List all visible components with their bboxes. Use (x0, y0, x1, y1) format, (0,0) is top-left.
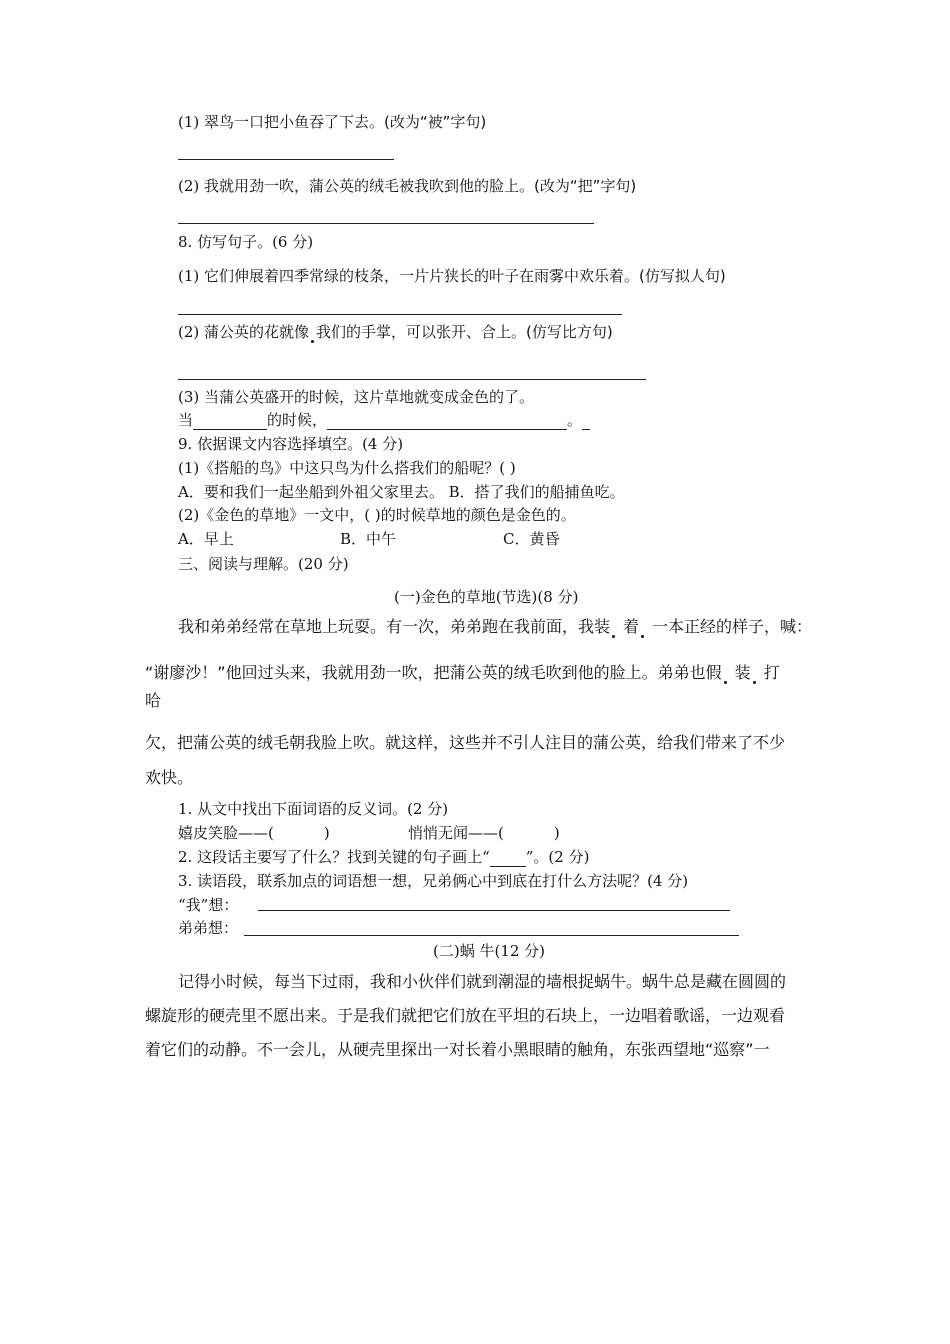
section3-title: 三、阅读与理解。(20 分) (178, 555, 349, 573)
q3-me-answer-line[interactable] (258, 910, 730, 911)
reading1-q1-b: 悄悄无闻——( ) (408, 824, 560, 842)
reading1-line2: “谢廖沙！”他回过头来，我就用劲一吹，把蒲公英的绒毛吹到他的脸上。弟弟也假 装 打 (145, 663, 780, 682)
reading1-q1: 1. 从文中找出下面词语的反义词。(2 分) (178, 800, 449, 818)
q9-option-b: B．中午 (340, 530, 397, 548)
q8-title: 8. 仿写句子。(6 分) (178, 233, 314, 251)
q9-item2: (2)《金色的草地》一文中，( )的时候草地的颜色是金色的。 (178, 506, 576, 524)
q8-item3-fill: 当 的时候， 。 (178, 410, 590, 430)
q8-blank-3 (582, 411, 590, 430)
q9-option-a: A．早上 (178, 530, 234, 548)
q8-answer-line-1[interactable] (178, 314, 622, 315)
q8-answer-line-2[interactable] (178, 379, 646, 380)
q3-brother-answer-line[interactable] (244, 935, 739, 936)
reading1-q1-a: 嬉皮笑脸——( ) (178, 824, 330, 842)
reading1-q2: 2. 这段话主要写了什么？找到关键的句子画上“ ”。(2 分) (178, 848, 590, 866)
q8-item3: (3) 当蒲公英盛开的时候，这片草地就变成金色的了。 (178, 388, 535, 406)
emphasis-dot (612, 635, 615, 638)
reading1-line1: 我和弟弟经常在草地上玩耍。有一次，弟弟跑在我前面，我装 着 一本正经的样子，喊： (178, 617, 813, 636)
reading2-title: (二)蜗 牛(12 分) (433, 942, 546, 960)
q8-blank-1[interactable] (193, 411, 267, 430)
q7-answer-line-1[interactable] (178, 159, 394, 160)
reading1-line4: 欠，把蒲公英的绒毛朝我脸上吹。就这样，这些并不引人注目的蒲公英，给我们带来了不少 (145, 733, 786, 752)
emphasis-dot (724, 681, 727, 684)
q9-item1-options: A．要和我们一起坐船到外祖父家里去。 B．搭了我们的船捕鱼吃。 (178, 483, 625, 501)
q7-item1: (1) 翠鸟一口把小鱼吞了下去。(改为“被”字句) (178, 113, 487, 131)
q8-item2: (2) 蒲公英的花就像 我们的手掌，可以张开、合上。(仿写比方句) (178, 323, 613, 341)
reading2-line1: 记得小时候，每当下过雨，我和小伙伴们就到潮湿的墙根捉蜗牛。蜗牛总是藏在圆圆的 (178, 972, 787, 991)
q7-item2: (2) 我就用劲一吹，蒲公英的绒毛被我吹到他的脸上。(改为“把”字句) (178, 177, 637, 195)
reading2-line3: 着它们的动静。不一会儿，从硬壳里探出一对长着小黑眼睛的触角，东张西望地“巡察”一 (145, 1040, 770, 1059)
q2-underline-sample (490, 850, 526, 867)
q7-answer-line-2[interactable] (178, 223, 594, 224)
reading1-line3: 哈 (145, 691, 162, 710)
q8-item1: (1) 它们伸展着四季常绿的枝条，一片片狭长的叶子在雨雾中欢乐着。(仿写拟人句) (178, 267, 726, 285)
q8-blank-2[interactable] (327, 411, 567, 430)
reading1-q3-brother: 弟弟想： (178, 919, 239, 937)
q8-item1-note: (仿写拟人句) (639, 267, 726, 285)
q7-item2-note: (改为“把”字句) (534, 177, 637, 195)
reading1-line5: 欢快。 (145, 768, 194, 787)
reading1-q3-me: “我”想： (178, 896, 239, 914)
emphasis-dot (311, 340, 314, 343)
emphasis-dot (753, 681, 756, 684)
q9-item1: (1)《搭船的鸟》中这只鸟为什么搭我们的船呢？( ) (178, 459, 516, 477)
emphasis-dot (641, 635, 644, 638)
q9-title: 9. 依据课文内容选择填空。(4 分) (178, 435, 404, 453)
reading1-q3: 3. 读语段，联系加点的词语想一想，兄弟俩心中到底在打什么方法呢？(4 分) (178, 872, 689, 890)
q9-option-c: C．黄昏 (503, 530, 560, 548)
reading2-line2: 螺旋形的硬壳里不愿出来。于是我们就把它们放在平坦的石块上，一边唱着歌谣，一边观看 (145, 1006, 786, 1025)
q8-item2-note: (仿写比方句) (526, 323, 613, 341)
reading1-title: (一)金色的草地(节选)(8 分) (394, 588, 579, 606)
q7-item1-note: (改为“被”字句) (384, 113, 487, 131)
